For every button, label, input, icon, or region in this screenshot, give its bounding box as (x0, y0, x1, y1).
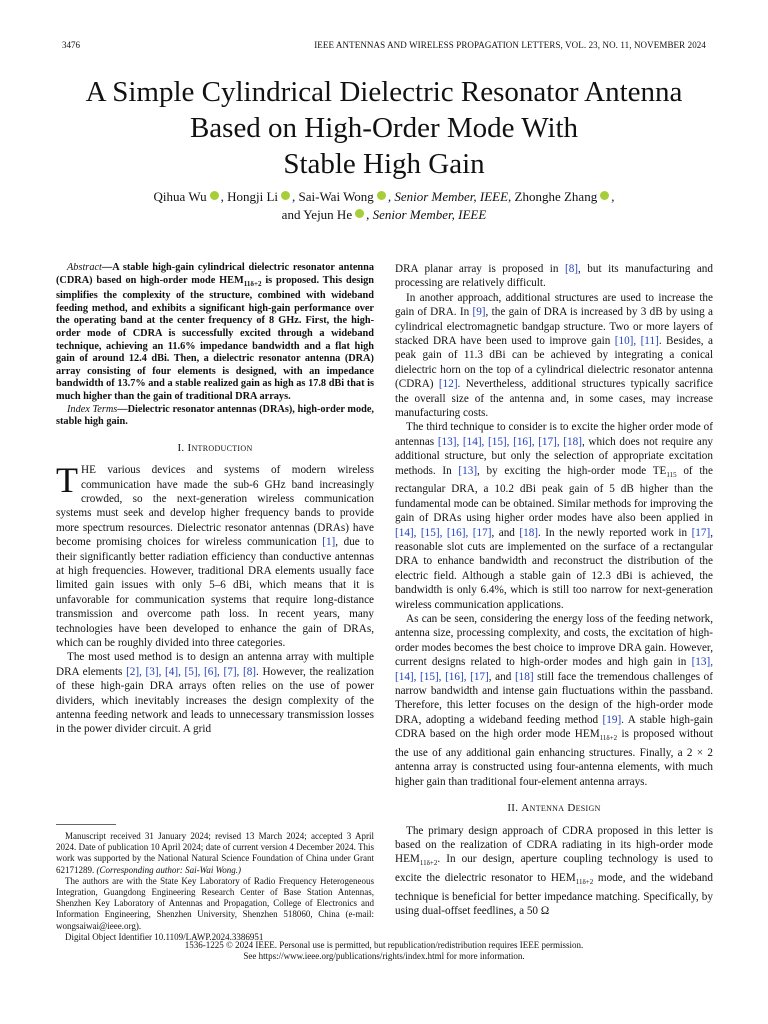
page-number: 3476 (62, 40, 80, 50)
footnote-paragraph (56, 831, 374, 876)
body-text: . A stable high-gain CDRA based on the high order mode HEM (395, 713, 713, 741)
author-line-1 (40, 188, 728, 206)
body-text: The primary design approach of CDRA proposed in this letter is based on the realization of CDRA radiating in its high-order mode HEM (395, 824, 713, 866)
body-text: In another approach, additional structures are used to increase the gain of DRA. In (395, 291, 713, 319)
body-text: , and (488, 670, 515, 683)
abstract-label: Abstract (67, 262, 102, 273)
citation-link[interactable]: [10], [11] (614, 335, 659, 348)
body-paragraph (395, 824, 713, 919)
citation-link[interactable]: [13], [14], [15], [16], [17], [18] (437, 435, 582, 448)
body-text: HE various devices and systems of modern wireless communication have made the sub-6 GHz band increasingly crowded, so the next-generation wireless communication systems must seek and develop higher frequency bands to provide more spectrum resources. Dielectric resonator antennas (DRAs) have become promising choices for wireless communication (56, 464, 374, 549)
body-text: . In our design, aperture coupling technology is used to excite the dielectric resonator to HEM (395, 853, 713, 884)
orcid-icon[interactable] (355, 209, 364, 218)
body-text: The most used method is to design an antenna array with multiple DRA elements (56, 651, 374, 678)
body-text: still face the tremendous challenges of narrow bandwidth and intense gain fluctuations within the passband. Therefore, this letter focuses on the design of the high-order mode DRA, adopting a wideband feeding method (395, 670, 714, 726)
footnote (56, 824, 374, 943)
body-text: The third technique to consider is to excite the higher order mode of antennas (395, 421, 713, 448)
orcid-icon[interactable] (377, 191, 386, 200)
citation-link[interactable]: [2], [3], [4], [5], [6], [7], [8] (126, 665, 257, 678)
citation-link[interactable]: [14], [15], [16], [17] (395, 526, 492, 539)
body-text: , due to their significantly better radiation efficiency than conductive antennas at high frequencies. However, traditional DRA elements usually face limited gain issues with only 5–6 dBi, which means that it is unfavorable for communication systems that require long-distance transmission and overcome path loss. In recent years, many technologies have been developed to enhance the gain of DRAs, which can be roughly divided into three categories. (56, 536, 374, 650)
body-paragraph (395, 291, 713, 421)
author-line-2 (40, 206, 728, 224)
intro-paragraph (56, 460, 374, 650)
title-line-2: Based on High-Order Mode With (189, 112, 579, 144)
author-name: Qihua Wu (153, 189, 207, 204)
index-terms-label: Index Terms (67, 403, 118, 415)
section-heading (395, 801, 713, 815)
title-line-3: Stable High Gain (283, 148, 485, 180)
body-text: DRA planar array is proposed in (395, 263, 565, 275)
author-name: , Sai-Wai Wong (292, 189, 374, 204)
footnote-text: Manuscript received 31 January 2024; revised 13 March 2024; accepted 3 April 2024. Date of publication 10 April 2024; date of current version 4 December 2024. This work was supported by the National Natural Science Foundation of China under Grant 62171289. (56, 831, 374, 875)
title-line-1: A Simple Cylindrical Dielectric Resonator Antenna (85, 76, 683, 108)
body-text: , but its manufacturing and processing are relatively difficult. (395, 263, 713, 290)
citation-link[interactable]: [18] (514, 670, 534, 683)
body-text: , the gain of DRA is increased by 3 dB by using a cylindrical electromagnetic bandgap structure. Two or more layers of stacked DRA have been used to improve gain (395, 306, 713, 348)
footnote-text: (Corresponding author: Sai-Wai Wong.) (96, 864, 242, 875)
citation-link[interactable]: [12] (438, 378, 458, 391)
orcid-icon[interactable] (210, 191, 219, 200)
index-terms (56, 404, 374, 429)
dropcap: T (56, 460, 78, 501)
copyright-line-1: 1536-1225 © 2024 IEEE. Personal use is permitted, but republication/redistribution requires IEEE permission. (184, 940, 584, 950)
body-text: is proposed without the use of any additional gain enhancing structures. Finally, a 2 × 2 antenna array is constructed using four-antenna elements, with much higher gain than traditional four-element antenna arrays. (395, 728, 713, 788)
subscript: 11δ+2 (419, 859, 438, 868)
citation-link[interactable]: [9] (472, 306, 486, 319)
author-name: , Zhonghe Zhang (508, 189, 598, 204)
journal-header: IEEE ANTENNAS AND WIRELESS PROPAGATION LETTERS, VOL. 23, NO. 11, NOVEMBER 2024 (314, 40, 706, 50)
body-text: . However, the realization of these high-gain DRA arrays often relies on the use of power dividers, which inevitably increases the design complexity of the antenna feeding network and leads to unnecessary transmission losses in the power divider circuit. A grid (56, 665, 374, 736)
abstract (56, 262, 374, 404)
section-title: Introduction (187, 441, 253, 454)
body-text: of the rectangular DRA, a 10.2 dBi peak gain of 5 dB higher than the fundamental mode can be obtained. Similar methods for improving the gain of DRAs using higher order modes have also been applied in (395, 464, 713, 525)
body-text: , reasonable slot cuts are implemented on the surface of a rectangular DRA to enhance bandwidth and reconstruct the distribution of the electric field. Although a stable gain of 12.3 dBi is achieved, the bandwidth is only 6.4%, which is still too narrow for next-generation wireless communication applications. (395, 526, 713, 611)
paper-title (40, 74, 728, 182)
author-list (40, 188, 728, 224)
footnote-rule (56, 824, 116, 825)
section-heading (56, 441, 374, 455)
body-paragraph (395, 420, 713, 612)
abstract-text: is proposed. This design simplifies the complexity of the structure, combined with wideband feeding method, and exhibits a significant high-gain performance over the operating band at the center frequency of 8 GHz. First, the high-order mode of CDRA is successfully excited through a wideband technique, achieving an 11.6% impedance bandwidth and a flat high gain of around 12.4 dBi. Then, a dielectric resonator antenna (DRA) array consisting of four elements is designed, with an impedance bandwidth of 13.7% and a stable realized gain as high as 17.8 dBi that is much higher than the gain of traditional DRA arrays. (56, 274, 375, 402)
citation-link[interactable]: [13] (458, 464, 478, 477)
subscript: 11δ+2 (575, 878, 594, 887)
citation-link[interactable]: [8] (564, 263, 579, 275)
copyright-line-2: See https://www.ieee.org/publications/rights/index.html for more information. (243, 951, 525, 961)
left-column (56, 262, 374, 737)
author-separator: , (611, 189, 615, 204)
section-number: II. (507, 802, 519, 815)
abstract-text: —A stable high-gain cylindrical dielectric resonator antenna (CDRA) based on high-order mode HEM (56, 262, 374, 286)
footnote-paragraph: The authors are with the State Key Laboratory of Radio Frequency Heterogeneous Integration, Guangdong Engineering Research Center of Base Station Antennas, Shenzhen Key Laboratory of Antennas and Propagation, College of Electronics and Information Engineering, Shenzhen University, Shenzhen 518060, China (e-mail: wongsaiwai@ieee.org). (56, 875, 374, 931)
orcid-icon[interactable] (281, 191, 290, 200)
body-text: , by exciting the high-order mode TE (477, 464, 667, 477)
index-terms-text: —Dielectric resonator antennas (DRAs), high-order mode, stable high gain. (56, 403, 374, 428)
body-paragraph (395, 612, 713, 789)
subscript: 115 (666, 470, 677, 479)
orcid-icon[interactable] (600, 191, 609, 200)
citation-link[interactable]: [13], [14], [15], [16], [17] (395, 656, 713, 683)
body-text: . In the newly reported work in (538, 526, 692, 539)
author-role: , Senior Member, IEEE (366, 207, 487, 222)
body-text: , which does not require any additional structure, but only the selection of appropriate excitation methods. In (395, 435, 714, 477)
subscript: 11δ+2 (243, 279, 262, 288)
body-text: mode, and the wideband technique is beneficial for better impedance matching. Specifically, by using dual-offset feedlines, a 50 Ω (395, 871, 713, 917)
doi: Digital Object Identifier 10.1109/LAWP.2024.3386951 (65, 931, 264, 942)
copyright-notice (0, 940, 768, 962)
body-paragraph (395, 262, 713, 291)
body-text: As can be seen, considering the energy loss of the feeding network, antenna size, processing complexity, and costs, the excitation of high-order modes becomes the best choice to improve DRA gain. However, current designs related to high-order modes and high gain in (395, 612, 713, 669)
citation-link[interactable]: [18] (519, 526, 539, 539)
section-number: I. (177, 441, 185, 454)
intro-paragraph (56, 650, 374, 736)
body-text: , and (491, 526, 520, 539)
author-name: , Hongji Li (220, 189, 279, 204)
citation-link[interactable]: [1] (322, 536, 336, 549)
citation-link[interactable]: [17] (691, 526, 711, 539)
body-text: . Besides, a peak gain of 11.3 dBi can be achieved by integrating a conical dielectric horn on the top of a cylindrical dielectric resonator antenna (CDRA) (395, 335, 713, 391)
body-text: . Nevertheless, additional structures typically sacrifice the overall size of the antenna and, in some cases, may increase manufacturing costs. (395, 378, 713, 420)
author-role: , Senior Member, IEEE (387, 189, 509, 204)
citation-link[interactable]: [19] (602, 713, 622, 726)
section-title: Antenna Design (521, 802, 601, 815)
right-column (395, 262, 713, 918)
author-name: and Yejun He (281, 207, 353, 222)
subscript: 11δ+2 (599, 734, 618, 743)
